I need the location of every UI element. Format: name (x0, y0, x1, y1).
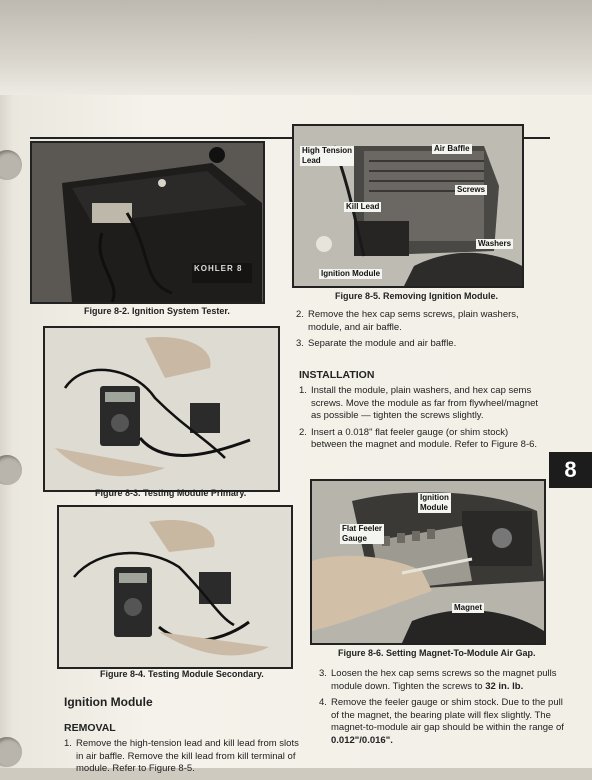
installation-steps-continued (319, 668, 564, 751)
label-kill-lead: Kill Lead (346, 202, 380, 211)
list-item: 2. Remove the hex cap sems screws, plain washers, module, and air baffle. (296, 309, 519, 333)
label-ignition-module-2: Ignition Module (420, 493, 449, 512)
list-item: 1. Remove the high-tension lead and kill lead from slots in air baffle. Remove the kill lead from kill terminal of module. Refer to Figure 8-5. (64, 738, 299, 774)
figure-8-5-caption: Figure 8-5. Removing Ignition Module. (335, 291, 499, 301)
removal-steps (64, 738, 304, 780)
figure-8-4-photo (57, 505, 293, 669)
figure-8-3-caption: Figure 8-3. Testing Module Primary. (95, 488, 247, 498)
list-item: 2. Insert a 0.018" flat feeler gauge (or shim stock) between the magnet and module. Refer to Figure 8-6. (299, 426, 538, 450)
installation-steps (299, 385, 545, 456)
figure-8-4-caption: Figure 8-4. Testing Module Secondary. (100, 669, 264, 679)
list-item: 3. Separate the module and air baffle. (296, 338, 457, 349)
label-magnet: Magnet (454, 603, 482, 612)
binding-edge (0, 95, 14, 768)
list-item: 4. Remove the feeler gauge or shim stock. Due to the pull of the magnet, the bearing plate will flex slightly. The magnet-to-module air gap should be within the range of 0.012"/0.016". (319, 697, 564, 746)
figure-8-6-caption: Figure 8-6. Setting Magnet-To-Module Air Gap. (338, 648, 536, 658)
binder-hole-top (0, 150, 22, 180)
engine-brand-plate: KOHLER 8 (194, 264, 243, 273)
multimeter-secondary-illustration (59, 507, 291, 667)
removal-steps-continued (296, 309, 544, 355)
binder-hole-bottom (0, 737, 22, 767)
figure-8-2-caption: Figure 8-2. Ignition System Tester. (84, 306, 230, 316)
chapter-tab: 8 (549, 452, 592, 488)
figure-8-3-photo (43, 326, 280, 492)
figure-8-2-photo (30, 141, 265, 304)
label-flat-feeler-gauge: Flat Feeler Gauge (342, 524, 383, 543)
tester-illustration (32, 143, 263, 302)
list-item: 3. Loosen the hex cap sems screws so the magnet pulls module down. Tighten the screws to 32 in. lb. (319, 668, 557, 692)
label-ignition-module: Ignition Module (321, 269, 381, 278)
removal-subheading: REMOVAL (64, 722, 116, 734)
label-high-tension-lead: High Tension Lead (302, 146, 353, 165)
binder-hole-middle (0, 455, 22, 485)
installation-heading: INSTALLATION (299, 369, 375, 381)
section-title: Ignition Module (64, 695, 153, 709)
label-washers: Washers (478, 239, 512, 248)
label-screws: Screws (457, 185, 486, 194)
page-top-shadow (0, 0, 592, 95)
list-item: 1. Install the module, plain washers, and hex cap sems screws. Move the module as far from flywheel/magnet as possible — tighten the screws slightly. (299, 385, 539, 421)
multimeter-primary-illustration (45, 328, 278, 490)
label-air-baffle: Air Baffle (434, 144, 470, 153)
